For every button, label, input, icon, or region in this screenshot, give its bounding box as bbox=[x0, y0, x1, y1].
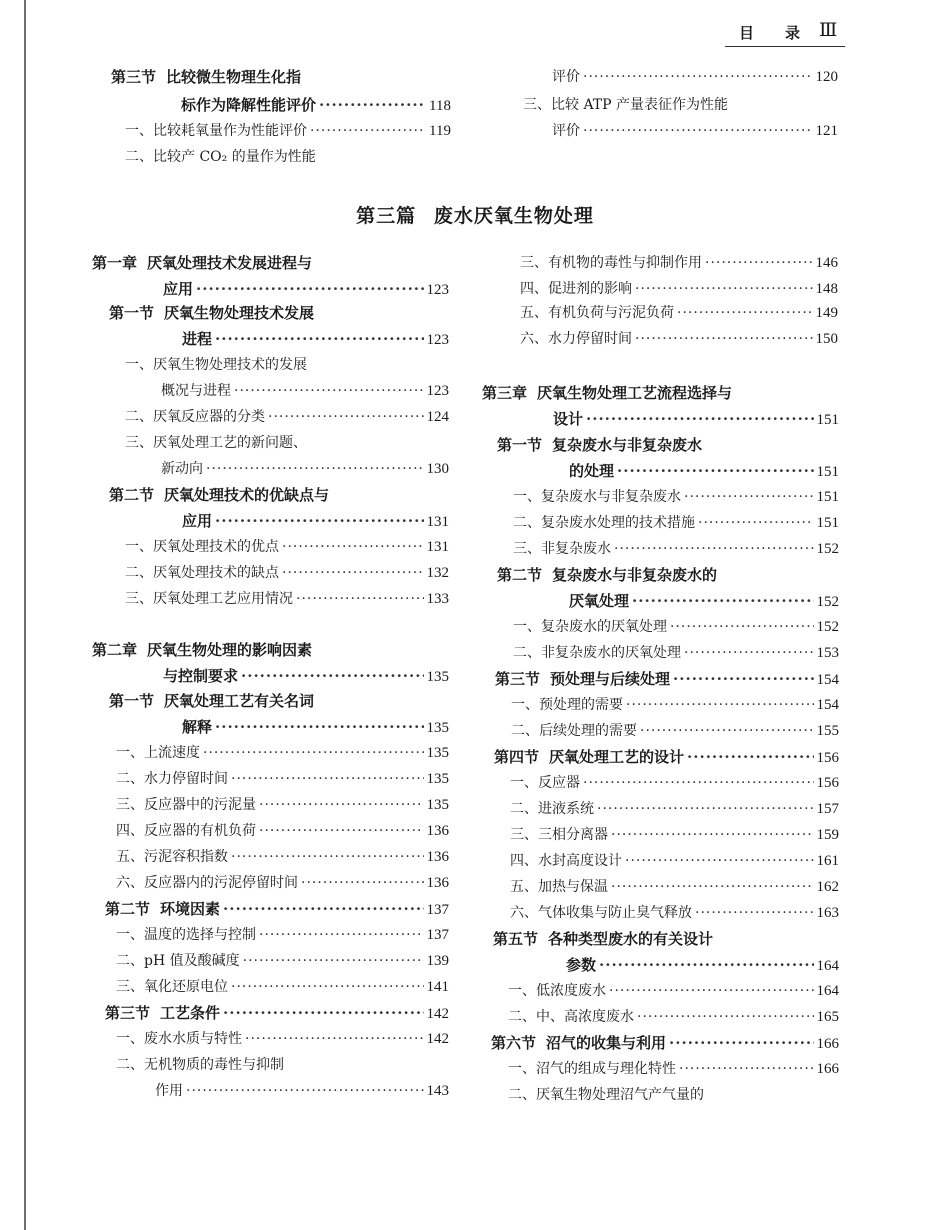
toc-entry bbox=[495, 668, 839, 691]
toc-entry-page: 139 bbox=[426, 953, 449, 969]
toc-entry-page: 155 bbox=[816, 723, 839, 739]
toc-entry-title: 三、氧化还原电位 bbox=[116, 979, 228, 995]
toc-entry bbox=[552, 120, 838, 142]
toc-entry bbox=[182, 328, 449, 351]
toc-entry bbox=[155, 1080, 449, 1102]
toc-entry-page: 157 bbox=[816, 801, 839, 817]
toc-entry-title: 六、气体收集与防止臭气释放 bbox=[510, 905, 692, 921]
toc-entry bbox=[508, 1058, 839, 1080]
dot-leader bbox=[231, 768, 424, 790]
dot-leader bbox=[259, 924, 424, 946]
toc-entry-title: 一、反应器 bbox=[510, 775, 580, 791]
toc-entry-page: 118 bbox=[429, 98, 451, 114]
toc-entry bbox=[494, 746, 839, 769]
toc-entry-page: 123 bbox=[426, 282, 449, 298]
toc-entry-page: 152 bbox=[816, 619, 839, 635]
toc-entry bbox=[510, 902, 839, 924]
part-title-text: 废水厌氧生物处理 bbox=[433, 205, 594, 227]
toc-entry-title: 五、污泥容积指数 bbox=[116, 849, 228, 865]
toc-entry-title: 三、非复杂废水 bbox=[513, 541, 611, 557]
toc-entry-number: 第四节 bbox=[494, 748, 540, 766]
toc-entry-title: 工艺条件 bbox=[160, 1004, 221, 1022]
toc-entry-page: 149 bbox=[815, 305, 838, 321]
toc-entry-number: 第六节 bbox=[491, 1034, 537, 1052]
toc-entry bbox=[513, 642, 839, 664]
toc-entry-title: 厌氧生物处理工艺流程选择与 bbox=[537, 384, 733, 402]
toc-entry bbox=[161, 380, 449, 402]
toc-entry-title: 设计 bbox=[553, 410, 584, 428]
toc-entry-page: 132 bbox=[426, 565, 449, 581]
toc-entry-title: 二、厌氧反应器的分类 bbox=[125, 409, 265, 425]
toc-entry-title: 厌氧生物处理技术发展 bbox=[164, 304, 315, 322]
toc-entry-page: 154 bbox=[816, 672, 839, 688]
toc-entry-page: 153 bbox=[816, 645, 839, 661]
toc-entry bbox=[161, 458, 449, 480]
toc-entry bbox=[116, 794, 449, 816]
toc-entry bbox=[125, 536, 449, 558]
toc-entry bbox=[116, 976, 449, 998]
toc-entry-title: 三、三相分离器 bbox=[510, 827, 608, 843]
dot-leader bbox=[203, 742, 424, 764]
toc-entry-title: 参数 bbox=[566, 956, 597, 974]
toc-entry-title: 二、后续处理的需要 bbox=[511, 723, 637, 739]
toc-entry bbox=[566, 954, 839, 977]
header-char-1: 目 bbox=[739, 24, 755, 42]
dot-leader bbox=[319, 94, 426, 116]
toc-entry bbox=[511, 694, 839, 716]
toc-entry bbox=[182, 510, 449, 533]
page-left-edge bbox=[24, 0, 26, 1230]
toc-entry bbox=[513, 512, 839, 534]
toc-entry bbox=[111, 66, 361, 88]
toc-entry-number: 第三节 bbox=[105, 1004, 151, 1022]
toc-entry-title: 一、低浓度废水 bbox=[508, 983, 606, 999]
toc-entry-title: 进程 bbox=[182, 330, 213, 348]
toc-entry-title: 二、pH 值及酸碱度 bbox=[116, 953, 240, 969]
toc-entry bbox=[92, 252, 372, 274]
toc-entry-number: 第二节 bbox=[105, 900, 151, 918]
toc-entry-page: 159 bbox=[816, 827, 839, 843]
dot-leader bbox=[215, 716, 423, 738]
toc-entry-title: 各种类型废水的有关设计 bbox=[548, 930, 714, 948]
dot-leader bbox=[231, 976, 424, 998]
dot-leader bbox=[215, 328, 423, 350]
toc-entry bbox=[125, 120, 451, 142]
toc-entry-page: 151 bbox=[816, 464, 839, 480]
toc-entry bbox=[482, 382, 802, 404]
dot-leader bbox=[609, 980, 814, 1002]
toc-entry-number: 第一章 bbox=[92, 254, 138, 272]
toc-entry-page: 133 bbox=[426, 591, 449, 607]
toc-entry-page: 131 bbox=[426, 539, 449, 555]
toc-entry-title: 二、厌氧生物处理沼气产气量的 bbox=[508, 1087, 704, 1103]
toc-entry bbox=[116, 768, 449, 790]
toc-entry-page: 120 bbox=[815, 69, 838, 85]
toc-entry-title: 一、复杂废水的厌氧处理 bbox=[513, 619, 667, 635]
dot-leader bbox=[673, 668, 813, 690]
toc-entry-title: 三、厌氧处理工艺的新问题、 bbox=[125, 435, 307, 451]
toc-entry bbox=[109, 302, 369, 324]
dot-leader bbox=[186, 1080, 424, 1102]
dot-leader bbox=[611, 824, 814, 846]
toc-entry-page: 163 bbox=[816, 905, 839, 921]
toc-entry bbox=[523, 94, 783, 116]
toc-entry-title: 二、水力停留时间 bbox=[116, 771, 228, 787]
toc-entry-title: 五、有机负荷与污泥负荷 bbox=[520, 305, 674, 321]
dot-leader bbox=[614, 538, 814, 560]
dot-leader bbox=[677, 302, 813, 324]
toc-entry-page: 156 bbox=[816, 775, 839, 791]
dot-leader bbox=[215, 510, 423, 532]
toc-entry bbox=[513, 616, 839, 638]
toc-entry-number: 第二节 bbox=[497, 566, 543, 584]
toc-entry bbox=[116, 872, 449, 894]
toc-entry-title: 一、复杂废水与非复杂废水 bbox=[513, 489, 681, 505]
toc-entry-title: 二、无机物质的毒性与抑制 bbox=[116, 1057, 284, 1073]
toc-entry bbox=[116, 950, 449, 972]
toc-entry-title: 比较微生物理生化指 bbox=[166, 68, 302, 86]
toc-entry-page: 135 bbox=[426, 797, 449, 813]
toc-entry-title: 三、反应器中的污泥量 bbox=[116, 797, 256, 813]
toc-entry bbox=[513, 538, 839, 560]
toc-entry bbox=[116, 924, 449, 946]
toc-entry-title: 环境因素 bbox=[160, 900, 221, 918]
dot-leader bbox=[268, 406, 424, 428]
toc-entry-number: 第一节 bbox=[109, 692, 155, 710]
toc-entry-page: 123 bbox=[426, 383, 449, 399]
toc-entry-title: 一、沼气的组成与理化特性 bbox=[508, 1061, 676, 1077]
toc-entry bbox=[520, 328, 838, 350]
toc-entry bbox=[520, 278, 838, 300]
dot-leader bbox=[611, 876, 814, 898]
toc-entry-page: 150 bbox=[815, 331, 838, 347]
toc-entry-page: 152 bbox=[816, 594, 839, 610]
toc-entry bbox=[116, 846, 449, 868]
dot-leader bbox=[310, 120, 426, 142]
toc-entry-title: 三、有机物的毒性与抑制作用 bbox=[520, 255, 702, 271]
toc-entry-page: 165 bbox=[816, 1009, 839, 1025]
toc-entry-title: 一、比较耗氧量作为性能评价 bbox=[125, 123, 307, 139]
dot-leader bbox=[632, 590, 813, 612]
toc-entry-page: 156 bbox=[816, 750, 839, 766]
toc-entry-title: 二、中、高浓度废水 bbox=[508, 1009, 634, 1025]
dot-leader bbox=[259, 794, 424, 816]
toc-entry-title: 与控制要求 bbox=[163, 667, 239, 685]
toc-entry bbox=[553, 408, 839, 431]
toc-entry-page: 166 bbox=[816, 1061, 839, 1077]
toc-entry-title: 六、水力停留时间 bbox=[520, 331, 632, 347]
dot-leader bbox=[231, 846, 424, 868]
toc-entry-title: 三、比较 ATP 产量表征作为性能 bbox=[523, 97, 729, 113]
toc-entry bbox=[569, 590, 839, 613]
toc-entry-title: 二、厌氧处理技术的缺点 bbox=[125, 565, 279, 581]
toc-entry-title: 二、非复杂废水的厌氧处理 bbox=[513, 645, 681, 661]
toc-entry-page: 124 bbox=[426, 409, 449, 425]
toc-entry-title: 概况与进程 bbox=[161, 383, 231, 399]
part-title bbox=[0, 201, 950, 228]
dot-leader bbox=[687, 746, 813, 768]
toc-entry-title: 六、反应器内的污泥停留时间 bbox=[116, 875, 298, 891]
dot-leader bbox=[679, 1058, 814, 1080]
toc-entry bbox=[569, 460, 839, 483]
dot-leader bbox=[243, 950, 424, 972]
dot-leader bbox=[282, 536, 424, 558]
toc-entry bbox=[116, 1028, 449, 1050]
toc-entry-title: 二、进液系统 bbox=[510, 801, 594, 817]
dot-leader bbox=[241, 665, 423, 687]
toc-entry-page: 151 bbox=[816, 489, 839, 505]
toc-entry-title: 二、比较产 CO₂ 的量作为性能 bbox=[125, 149, 316, 165]
header-rule bbox=[725, 46, 845, 47]
dot-leader bbox=[635, 278, 813, 300]
toc-entry-page: 151 bbox=[816, 515, 839, 531]
toc-entry bbox=[508, 1006, 839, 1028]
toc-entry-page: 161 bbox=[816, 853, 839, 869]
toc-entry-page: 143 bbox=[426, 1083, 449, 1099]
toc-entry-title: 一、厌氧处理技术的优点 bbox=[125, 539, 279, 555]
toc-entry-page: 148 bbox=[815, 281, 838, 297]
toc-entry bbox=[552, 66, 838, 88]
toc-entry-title: 评价 bbox=[552, 123, 580, 139]
toc-entry-title: 厌氧处理技术的优缺点与 bbox=[164, 486, 330, 504]
toc-entry-title: 厌氧处理工艺的设计 bbox=[549, 748, 685, 766]
toc-entry bbox=[181, 94, 451, 117]
toc-entry-page: 119 bbox=[429, 123, 451, 139]
toc-entry bbox=[520, 252, 838, 274]
toc-entry-page: 123 bbox=[426, 332, 449, 348]
toc-entry-number: 第三节 bbox=[111, 68, 157, 86]
toc-entry-title: 厌氧处理工艺有关名词 bbox=[164, 692, 315, 710]
toc-entry-number: 第二章 bbox=[92, 641, 138, 659]
toc-entry-title: 三、厌氧处理工艺应用情况 bbox=[125, 591, 293, 607]
toc-entry bbox=[508, 1084, 768, 1106]
toc-entry bbox=[497, 434, 757, 456]
dot-leader bbox=[223, 1002, 423, 1024]
toc-entry-page: 137 bbox=[426, 902, 449, 918]
toc-entry-number: 第一节 bbox=[109, 304, 155, 322]
dot-leader bbox=[245, 1028, 424, 1050]
dot-leader bbox=[301, 872, 424, 894]
toc-entry-title: 四、水封高度设计 bbox=[510, 853, 622, 869]
dot-leader bbox=[206, 458, 424, 480]
dot-leader bbox=[583, 66, 813, 88]
toc-entry-number: 第二节 bbox=[109, 486, 155, 504]
toc-entry-title: 标作为降解性能评价 bbox=[181, 96, 317, 114]
toc-entry-number: 第一节 bbox=[497, 436, 543, 454]
toc-entry-title: 的处理 bbox=[569, 462, 615, 480]
toc-entry bbox=[513, 486, 839, 508]
dot-leader bbox=[684, 642, 814, 664]
toc-entry-page: 135 bbox=[426, 745, 449, 761]
toc-entry-title: 厌氧处理技术发展进程与 bbox=[147, 254, 313, 272]
toc-entry bbox=[510, 850, 839, 872]
dot-leader bbox=[296, 588, 424, 610]
dot-leader bbox=[583, 772, 814, 794]
toc-entry-title: 厌氧生物处理的影响因素 bbox=[147, 641, 313, 659]
dot-leader bbox=[698, 512, 814, 534]
dot-leader bbox=[196, 278, 423, 300]
toc-entry bbox=[510, 876, 839, 898]
toc-entry-page: 131 bbox=[426, 514, 449, 530]
toc-entry bbox=[105, 1002, 449, 1025]
toc-entry-number: 第三节 bbox=[495, 670, 541, 688]
toc-entry bbox=[116, 1054, 356, 1076]
toc-entry-title: 解释 bbox=[182, 718, 213, 736]
toc-entry bbox=[125, 354, 365, 376]
toc-entry-title: 复杂废水与非复杂废水的 bbox=[552, 566, 718, 584]
dot-leader bbox=[599, 954, 813, 976]
toc-entry-page: 146 bbox=[815, 255, 838, 271]
toc-entry bbox=[125, 432, 365, 454]
header-char-2: 录 bbox=[785, 24, 801, 42]
dot-leader bbox=[597, 798, 814, 820]
toc-entry bbox=[182, 716, 449, 739]
toc-entry-page: 141 bbox=[426, 979, 449, 995]
dot-leader bbox=[259, 820, 424, 842]
toc-entry-title: 厌氧处理 bbox=[569, 592, 630, 610]
toc-entry-title: 复杂废水与非复杂废水 bbox=[552, 436, 703, 454]
toc-entry bbox=[105, 898, 449, 921]
dot-leader bbox=[223, 898, 423, 920]
toc-entry-title: 沼气的收集与利用 bbox=[546, 1034, 667, 1052]
toc-entry bbox=[511, 720, 839, 742]
dot-leader bbox=[583, 120, 813, 142]
toc-entry-page: 151 bbox=[816, 412, 839, 428]
toc-entry-page: 166 bbox=[816, 1036, 839, 1052]
toc-entry bbox=[510, 772, 839, 794]
toc-entry-page: 130 bbox=[426, 461, 449, 477]
toc-entry-number: 第五节 bbox=[493, 930, 539, 948]
toc-entry-number: 第三章 bbox=[482, 384, 528, 402]
toc-entry bbox=[125, 146, 375, 168]
header-page-roman: Ⅲ bbox=[819, 19, 838, 41]
toc-entry-page: 162 bbox=[816, 879, 839, 895]
toc-entry bbox=[520, 302, 838, 324]
toc-entry-page: 164 bbox=[816, 983, 839, 999]
toc-entry-title: 一、预处理的需要 bbox=[511, 697, 623, 713]
toc-entry-page: 136 bbox=[426, 849, 449, 865]
toc-entry-page: 152 bbox=[816, 541, 839, 557]
toc-entry bbox=[510, 824, 839, 846]
dot-leader bbox=[637, 1006, 814, 1028]
toc-entry-page: 137 bbox=[426, 927, 449, 943]
dot-leader bbox=[640, 720, 814, 742]
toc-entry-page: 154 bbox=[816, 697, 839, 713]
dot-leader bbox=[705, 252, 813, 274]
dot-leader bbox=[626, 694, 814, 716]
part-title-prefix: 第三篇 bbox=[356, 205, 417, 227]
toc-entry-title: 预处理与后续处理 bbox=[550, 670, 671, 688]
toc-entry bbox=[125, 588, 449, 610]
dot-leader bbox=[669, 1032, 813, 1054]
toc-entry-title: 新动向 bbox=[161, 461, 203, 477]
toc-entry-title: 一、温度的选择与控制 bbox=[116, 927, 256, 943]
toc-entry-page: 164 bbox=[816, 958, 839, 974]
toc-entry-title: 四、反应器的有机负荷 bbox=[116, 823, 256, 839]
toc-entry-title: 一、废水水质与特性 bbox=[116, 1031, 242, 1047]
toc-entry bbox=[510, 798, 839, 820]
toc-entry bbox=[116, 742, 449, 764]
dot-leader bbox=[234, 380, 424, 402]
dot-leader bbox=[617, 460, 813, 482]
toc-entry bbox=[163, 665, 449, 688]
toc-entry-page: 121 bbox=[815, 123, 838, 139]
toc-entry-page: 135 bbox=[426, 720, 449, 736]
dot-leader bbox=[635, 328, 813, 350]
toc-entry-page: 136 bbox=[426, 823, 449, 839]
toc-entry-title: 二、复杂废水处理的技术措施 bbox=[513, 515, 695, 531]
toc-entry-title: 一、上流速度 bbox=[116, 745, 200, 761]
toc-entry-page: 135 bbox=[426, 669, 449, 685]
toc-entry-page: 142 bbox=[426, 1031, 449, 1047]
toc-entry bbox=[491, 1032, 839, 1055]
toc-entry bbox=[163, 278, 449, 301]
toc-entry-title: 四、促进剂的影响 bbox=[520, 281, 632, 297]
toc-entry-title: 五、加热与保温 bbox=[510, 879, 608, 895]
dot-leader bbox=[695, 902, 814, 924]
toc-entry-page: 142 bbox=[426, 1006, 449, 1022]
toc-entry-title: 评价 bbox=[552, 69, 580, 85]
dot-leader bbox=[625, 850, 814, 872]
toc-entry bbox=[109, 484, 389, 506]
toc-entry-title: 应用 bbox=[182, 512, 213, 530]
toc-entry-title: 一、厌氧生物处理技术的发展 bbox=[125, 357, 307, 373]
toc-entry-page: 136 bbox=[426, 875, 449, 891]
toc-entry-page: 135 bbox=[426, 771, 449, 787]
toc-entry bbox=[508, 980, 839, 1002]
toc-entry bbox=[116, 820, 449, 842]
toc-entry-title: 应用 bbox=[163, 280, 194, 298]
toc-entry bbox=[125, 562, 449, 584]
toc-entry bbox=[92, 639, 372, 661]
toc-entry bbox=[109, 690, 369, 712]
dot-leader bbox=[670, 616, 814, 638]
toc-entry bbox=[125, 406, 449, 428]
dot-leader bbox=[684, 486, 814, 508]
toc-entry bbox=[497, 564, 777, 586]
dot-leader bbox=[586, 408, 813, 430]
dot-leader bbox=[282, 562, 424, 584]
toc-entry bbox=[493, 928, 773, 950]
toc-entry-title: 作用 bbox=[155, 1083, 183, 1099]
